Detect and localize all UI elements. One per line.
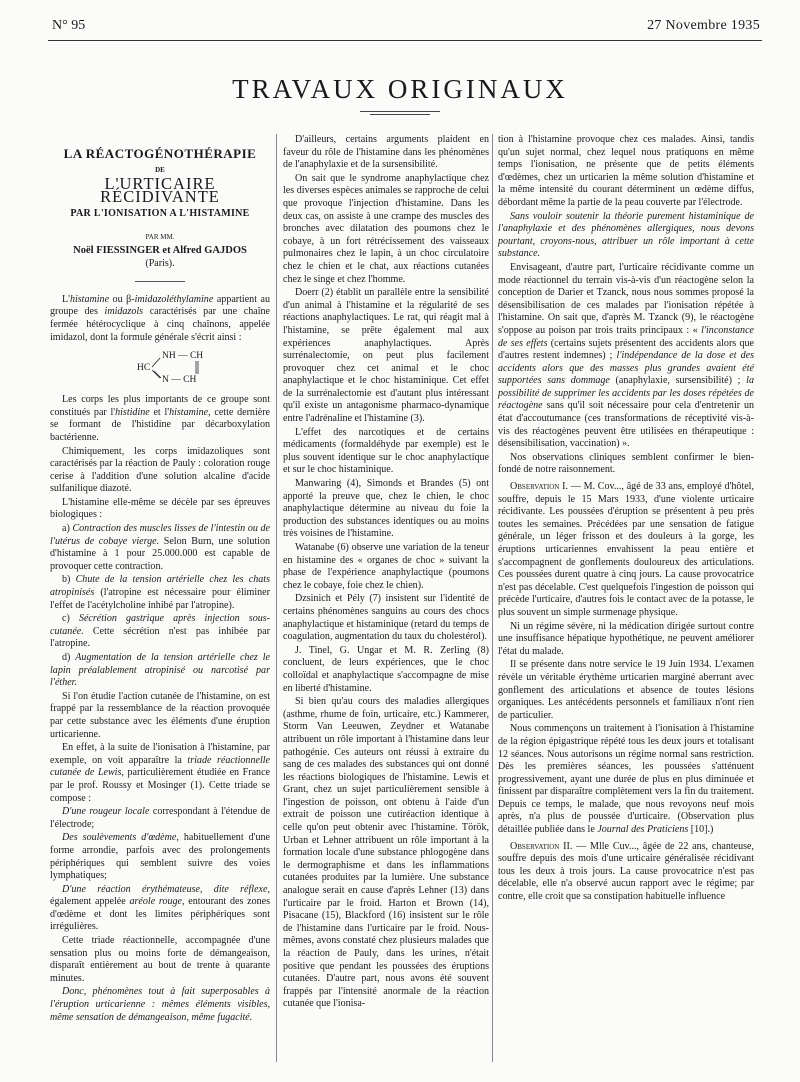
paragraph: Dzsinich et Pély (7) insistent sur l'identité de certains phénomènes sanguins au cours des chocs anaphylactique et histaminique (retard du temps de coagulation, augmentation du taux du cholestérol). — [283, 593, 489, 643]
formula-nh: NH — CH — [162, 351, 204, 362]
author-location: (Paris). — [145, 258, 175, 270]
paragraph: c) Sécrétion gastrique après injection sous-cutanée. Cette sécrétion n'est pas inhibée par l'atropine. — [50, 613, 270, 650]
paragraph: L'histamine ou β-imidazoléthylamine appartient au groupe des imidazols caractérisés par une chaîne fermée hétérocyclique à cinq chaînons, appelée imidazol, dont la formule générale s'écrit ainsi : — [50, 293, 270, 343]
paragraph: tion à l'histamine provoque chez ces malades. Ainsi, tandis qu'un sujet normal, chez lequel nous pratiquons en même temps l'ionisation, ne présente que de petits éléments d'œdèmes, chez un urticarien la même solution d'histamine et la même intensité du courant déterminent un œdème diffus, débordant même la partie de la peau couverte par l'électrode. — [498, 134, 754, 208]
paragraph: Il se présente dans notre service le 19 Juin 1934. L'examen révèle un véritable érythème urticarien marginé aberrant avec gonflement des articulations et absence de toutes lésions organiques. Les antécédents personnels et familiaux n'ont rien de particulier. — [498, 659, 754, 721]
imidazol-formula — [50, 348, 270, 388]
column-separator-1 — [276, 134, 277, 1062]
paragraph: Envisageant, d'autre part, l'urticaire récidivante comme un mode réactionnel du terrain vis-à-vis d'un réactogène selon la conception de Darier et Tzanck, nous nous sommes proposé la désensibilisation de ces malades par l'ionisation répétée à l'histamine. On sait que, d'après M. Tzanck (9), le réactogène s'oppose au poison par trois traits principaux : « l'inconstance de ses effets (certains sujets présentent des accidents alors que d'autres restent indemnes) ; l'indépendance de la dose et des accidents alors que des masses plus grandes avaient été supportées sans dommage (anaphylaxie, sursensibilité) ; la possibilité de supprimer les accidents par les doses répétées de réactogène sans qu'il soit nécessaire pour cela d'entretenir un état d'accoutumance (ces transformations de réceptivité vis-à-vis des réactogènes peuvent être utilisées en thérapeutique : désensibilisation, vaccination) ». — [498, 261, 754, 450]
article-subtitle: PAR L'IONISATION A L'HISTAMINE — [70, 208, 250, 220]
paragraph: Nos observations cliniques semblent confirmer le bien-fondé de notre raisonnement. — [498, 451, 754, 476]
header-rule — [48, 40, 762, 41]
authors: Noël FIESSINGER et Alfred GAJDOS — [73, 244, 247, 256]
column-1 — [50, 132, 270, 1025]
article-title-main: L'URTICAIRE RÉCIDIVANTE — [100, 174, 220, 206]
paragraph: Donc, phénomènes tout à fait superposables à l'éruption urticarienne : mêmes éléments visibles, même sensation de démangeaison, même fugacité. — [50, 986, 270, 1023]
heading-rule — [360, 111, 440, 112]
authors-prefix: PAR MM. — [145, 232, 175, 241]
column-3 — [498, 134, 754, 905]
paragraph: J. Tinel, G. Ungar et M. R. Zerling (8) concluent, de leurs expériences, que le choc colloïdal et anaphylactique s'accompagne de mise en liberté d'histamine. — [283, 644, 489, 694]
paragraph: L'effet des narcotiques et de certains médicaments (formaldéhyde par exemple) est le plus souvent identique sur le choc anaphylactique et sur le choc histaminique. — [283, 426, 489, 476]
formula-n: N — CH — [162, 375, 197, 386]
column-2 — [283, 134, 489, 1012]
issue-date: 27 Novembre 1935 — [647, 18, 760, 33]
formula-hc: HC — [137, 363, 151, 374]
paragraph: Ni un régime sévère, ni la médication dirigée surtout contre une insuffisance hépatique hypothétique, ne peuvent améliorer l'état du malade. — [498, 620, 754, 657]
paragraph: Les corps les plus importants de ce groupe sont constitués par l'histidine et l'histamine, cette dernière se formant de l'histidine par décarboxylation bactérienne. — [50, 394, 271, 443]
observation-1: Observation I. — M. Cov..., âgé de 33 ans, employé d'hôtel, souffre, depuis le 15 Mars 1933, d'une violente urticaire récidivante. Les poussées d'éruption se présentent à peu près toutes les semaines. Précédées par une sensation de fatigue générale, un léger frisson et des douleurs à la gorge, les éruptions urticariennes envahissent la peau entière et s'accompagnent de gonflements douloureux des articulations. Ces poussées durent quatre à cinq jours. La cause provocatrice n'est pas décelable. C'est quelquefois l'ingestion de poisson qui précède l'urticaire, d'autres fois le contact avec de la potasse, le plus souvent un simple surmenage physique. — [498, 481, 754, 618]
paragraph: Watanabe (6) observe une variation de la teneur en histamine des « organes de choc » suivant la phase de l'expérience anaphylactique (poumons chez le cobaye, foie chez le chien). — [283, 542, 489, 591]
paragraph: L'histamine elle-même se décèle par ses épreuves biologiques : — [50, 496, 270, 521]
paragraph: b) Chute de la tension artérielle chez les chats atropinisés (l'atropine est nécessaire pour éliminer l'effet de l'acétylcholine inhibé par l'atropine). — [50, 574, 270, 611]
paragraph: D'une réaction érythémateuse, dite réflexe, également appelée aréole rouge, entourant des zones d'œdème et dont les limites périphériques sont irrégulières. — [50, 883, 270, 933]
paragraph: On sait que le syndrome anaphylactique chez les diverses espèces animales se rapproche de celui que provoque l'injection d'histamine. Dans les deux cas, on assiste à une crampe des muscles des bronches avec dilatation des poumons chez le cobaye, à un fort rétrécissement des vaisseaux pulmonaires chez le lapin, à un choc circulatoire chez le chien et le chat, aux réactions cutanées chez le singe et chez l'homme. — [283, 172, 489, 285]
article-title-de: DE — [155, 165, 165, 174]
paragraph: D'une rougeur locale correspondant à l'étendue de l'électrode; — [50, 806, 270, 830]
paragraph: d) Augmentation de la tension artérielle chez le lapin préalablement atropinisé ou narcotisé par l'éther. — [50, 652, 270, 689]
paragraph: Manwaring (4), Simonds et Brandes (5) ont apporté la preuve que, chez le chien, le choc anaphylactique détermine au niveau du foie la production des substances identiques ou au moins très voisines de l'histamine. — [283, 478, 489, 540]
paragraph: Cette triade réactionnelle, accompagnée d'une sensation plus ou moins forte de démangeaison, disparaît entièrement au bout de trente à quarante minutes. — [50, 935, 270, 984]
column-separator-2 — [492, 134, 493, 1062]
article-title-line1: LA RÉACTOGÉNOTHÉRAPIE — [63, 146, 257, 161]
paragraph: a) Contraction des muscles lisses de l'intestin ou de l'utérus de cobaye vierge. Selon Burn, une solution d'histamine à 1 pour 25.000.000 est capable de provoquer cette contraction. — [50, 523, 271, 572]
paragraph: Des soulèvements d'œdème, habituellement d'une forme arrondie, parfois avec des prolongements périphériques qui semblent suivre des voies lymphatiques; — [50, 832, 270, 882]
observation-2: Observation II. — Mlle Cuv..., âgée de 22 ans, chanteuse, souffre depuis des mois d'une urticaire généralisée récidivant tous les deux à trois jours. La cause provocatrice n'est pas décelable, elle n'a observé aucun rapport avec le régime; par contre, elle croit que sa constipation habituelle influence — [498, 840, 754, 903]
paragraph: Doerr (2) établit un parallèle entre la sensibilité d'un animal à l'histamine et la régularité de ses réactions anaphylactiques. Le rat, qui réagit mal à l'histamine, se prête également mal aux expériences anaphylactiques. Après surrénalectomie, on peut plus facilement provoquer chez cet animal et le choc anaphylactique et le choc histaminique. Cet effet de la surrénalectomie est d'autant plus intéressant qu'il existe un antagonisme pharmaco-dynamique entre l'adrénaline et l'histamine (3). — [283, 287, 489, 425]
paragraph: Si l'on étudie l'action cutanée de l'histamine, on est frappé par la ressemblance de la réaction provoquée par cette substance avec les éléments d'une éruption urticarienne. — [50, 690, 270, 740]
paragraph: Si bien qu'au cours des maladies allergiques (asthme, rhume de foin, urticaire, etc.) Kammerer, Storm Van Leeuwen, Zeydner et Watanabe attribuent un rôle important à l'histamine dans leur pathogénie. Ces auteurs ont réussi à extraire du sang de ces malades des substances qui ont donné les réactions biologiques de l'histamine. Lewis et Grant, chez un sujet particulièrement sensible à l'ingestion de poisson, ont obtenu à l'aide d'un extrait de poisson une cutiréaction identique à celle qu'on peut obtenir avec l'histamine. Török, Urban et Lehner attribuent un rôle important à la formation locale d'une substance phlogogène dans le dermographisme et dans les inflammations cutanées produites par la lumière. Une substance analogue serait en cause d'après Lehner (13) dans l'urticaire par le froid. Harton et Brown (14), Pisacane (15), Blackford (16) insistent sur le rôle de l'histamine dans l'urticaire par le froid. Nous-mêmes, avons constaté chez plusieurs malades que la réaction de Pauly, dans les urines, n'était positive que pendant les poussées des éruptions cutanées. D'autre part, nous avons été souvent frappés par l'intensité anormale de la réaction cutanée que l'ionisa- — [283, 696, 489, 1010]
page-header — [52, 18, 760, 38]
title-rule — [135, 281, 185, 282]
heading-rule-2 — [370, 114, 430, 115]
formula-bonds — [50, 348, 270, 388]
paragraph: Chimiquement, les corps imidazoliques sont caractérisés par la réaction de Pauly : coloration rouge cerise à l'addition d'une solution alcaline d'acide sulfanilique diazoté. — [50, 445, 270, 495]
paragraph: Nous commençons un traitement à l'ionisation à l'histamine de la région épigastrique répété tous les deux jours et totalisant 12 séances. Nous autorisons un régime normal sans restriction. Dès les premières séances, les poussées s'atténuent progressivement, ayant une durée de plus en plus diminuée et finissent par disparaître complètement vers la fin du traitement. Depuis ce temps, le malade, que nous revoyons neuf mois après, n'a plus de poussée d'urticaire. (Observation plus détaillée publiée dans le Journal des Praticiens [10].) — [498, 723, 754, 836]
section-heading: TRAVAUX ORIGINAUX — [232, 74, 568, 104]
paragraph: D'ailleurs, certains arguments plaident en faveur du rôle de l'histamine dans les phénomènes de l'anaphylaxie et de la sursensibilité. — [283, 134, 489, 171]
issue-number: N° 95 — [52, 18, 86, 33]
paragraph: En effet, à la suite de l'ionisation à l'histamine, par exemple, on voit apparaître la triade réactionnelle cutanée de Lewis, particulièrement étudiée en France par le prof. Roussy et Mosinger (1). Cette triade se compose : — [50, 742, 270, 804]
paragraph: Sans vouloir soutenir la théorie purement histaminique de l'anaphylaxie et des phénomènes allergiques, nous devons pourtant, croyons-nous, attribuer un rôle important à cette substance. — [498, 210, 754, 260]
